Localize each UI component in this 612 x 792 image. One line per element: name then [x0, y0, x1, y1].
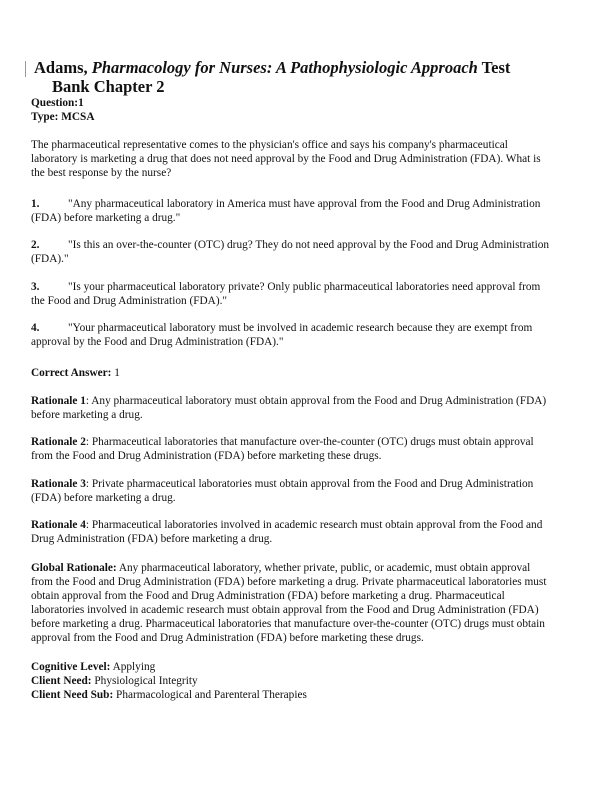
rationale-label: Rationale 3	[31, 478, 86, 490]
global-rationale-text: obtain approval from the Food and Drug Administration (FDA) before marketing a drug. Pharmaceutical	[31, 590, 505, 602]
text-cursor	[25, 61, 26, 77]
rationale-text: : Pharmaceutical laboratories that manufacture over-the-counter (OTC) drugs must obtain approval	[85, 436, 534, 448]
answer-option-4[interactable]	[31, 322, 591, 350]
title-suffix: Test	[477, 58, 511, 77]
meta-label: Client Need Sub:	[31, 689, 114, 701]
stem-line: The pharmaceutical representative comes to the physician's office and says his company's pharmaceutical	[31, 139, 508, 151]
rationale-1	[31, 394, 546, 422]
rationale-label: Rationale 4	[31, 519, 86, 531]
stem-line: the best response by the nurse?	[31, 167, 172, 179]
client-need-sub	[31, 688, 307, 702]
metadata	[31, 660, 307, 702]
document-title	[34, 59, 510, 77]
rationale-text: before marketing a drug.	[31, 409, 143, 421]
option-text: approval by the Food and Drug Administration (FDA)."	[31, 336, 284, 348]
global-rationale	[31, 561, 546, 645]
rationale-label: Rationale 1	[31, 395, 86, 407]
answer-option-2[interactable]	[31, 239, 591, 267]
meta-value: Pharmacological and Parenteral Therapies	[113, 689, 307, 701]
option-text: (FDA) before marketing a drug."	[31, 212, 181, 224]
document-subtitle: Bank Chapter 2	[52, 77, 165, 96]
correct-answer	[31, 366, 120, 380]
global-rationale-text: from	[31, 576, 56, 588]
rationale-text: from the Food and Drug Administration (FDA) before marketing these drugs.	[31, 450, 382, 462]
option-text: "Your pharmaceutical laboratory must be involved in academic research because they are exempt from	[68, 322, 533, 334]
question-stem	[31, 138, 541, 180]
rationale-text: : Pharmaceutical laboratories involved in academic research must obtain approval from the Food and	[85, 519, 543, 531]
option-number: 1.	[31, 198, 40, 210]
question-type: Type: MCSA	[31, 111, 95, 123]
meta-value: Applying	[110, 661, 156, 673]
global-rationale-text: approval from the Food and Drug Administration (FDA) before marketing these drugs.	[31, 632, 424, 644]
rationale-2	[31, 435, 534, 463]
title-book: Pharmacology for Nurses: A Pathophysiologic Approach	[91, 58, 478, 77]
option-text: "Is your pharmaceutical laboratory private? Only public pharmaceutical laboratories need approval from	[68, 281, 541, 293]
option-text: "Is this an over-the-counter (OTC) drug? They do not need approval by the Food and Drug Administration	[68, 239, 550, 251]
cognitive-level	[31, 660, 307, 674]
meta-label: Cognitive Level:	[31, 661, 111, 673]
rationale-label: Rationale 2	[31, 436, 86, 448]
option-number: 4.	[31, 322, 40, 334]
correct-answer-label: Correct Answer:	[31, 367, 112, 379]
option-text: the Food and Drug Administration (FDA)."	[31, 295, 228, 307]
answer-option-3[interactable]	[31, 281, 591, 309]
option-text: (FDA)."	[31, 253, 69, 265]
client-need	[31, 674, 307, 688]
option-number: 3.	[31, 281, 40, 293]
global-rationale-label: Global Rationale:	[31, 562, 117, 574]
rationale-4	[31, 518, 542, 546]
title-author: Adams,	[34, 58, 92, 77]
question-number: Question:1	[31, 97, 84, 109]
meta-value: Physiological Integrity	[91, 675, 198, 687]
global-rationale-text: the Food and Drug Administration (FDA) before marketing a drug. Private pharmaceutical laboratories must	[55, 576, 547, 588]
stem-line: laboratory is marketing a drug that does not need approval by the Food and Drug Administration (FDA). What is	[31, 153, 541, 165]
global-rationale-text: laboratories involved in academic research must obtain approval from the Food and Drug Administration (FDA)	[31, 604, 539, 616]
global-rationale-text: Any pharmaceutical laboratory, whether private, public, or academic, must obtain approval	[116, 562, 531, 574]
option-text: "Any pharmaceutical laboratory in America must have approval from the Food and Drug Administration	[68, 198, 541, 210]
rationale-text: : Private pharmaceutical laboratories must obtain approval from the Food and Drug Administration	[85, 478, 534, 490]
rationale-3	[31, 477, 533, 505]
global-rationale-text: before marketing a drug. Pharmaceutical laboratories that manufacture over-the-counter (OTC) drugs must obtain	[31, 618, 545, 630]
rationale-text: Drug Administration (FDA) before marketing a drug.	[31, 533, 273, 545]
rationale-text: (FDA) before marketing a drug.	[31, 492, 176, 504]
answer-option-1[interactable]	[31, 198, 591, 226]
option-number: 2.	[31, 239, 40, 251]
rationale-text: : Any pharmaceutical laboratory must obtain approval from the Food and Drug Administration (FDA)	[85, 395, 547, 407]
correct-answer-value: 1	[114, 367, 120, 379]
meta-label: Client Need:	[31, 675, 92, 687]
